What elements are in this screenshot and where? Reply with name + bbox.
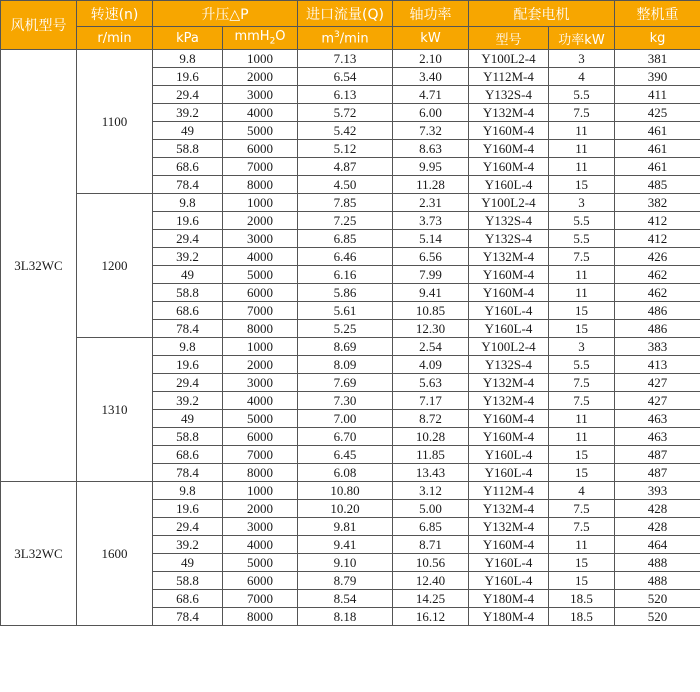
shaft-power-cell: 11.85 xyxy=(393,446,469,464)
pressure-mmh2o-cell: 8000 xyxy=(223,176,298,194)
motor-type-cell: Y160M-4 xyxy=(469,536,549,554)
pressure-mmh2o-cell: 7000 xyxy=(223,446,298,464)
shaft-power-cell: 16.12 xyxy=(393,608,469,626)
motor-type-cell: Y160M-4 xyxy=(469,428,549,446)
shaft-power-cell: 8.63 xyxy=(393,140,469,158)
pressure-kpa-cell: 49 xyxy=(153,554,223,572)
pressure-kpa-cell: 58.8 xyxy=(153,284,223,302)
flow-cell: 8.09 xyxy=(298,356,393,374)
flow-cell: 5.25 xyxy=(298,320,393,338)
header-model: 风机型号 xyxy=(1,1,77,50)
motor-type-cell: Y100L2-4 xyxy=(469,50,549,68)
table-row xyxy=(1,482,700,500)
unit-pressure-mmh2o: mmH$_2$O xyxy=(223,27,298,50)
motor-type-cell: Y160M-4 xyxy=(469,284,549,302)
speed-cell: 1200 xyxy=(77,194,153,338)
pressure-mmh2o-cell: 6000 xyxy=(223,284,298,302)
pressure-kpa-cell: 9.8 xyxy=(153,338,223,356)
weight-cell: 487 xyxy=(615,446,700,464)
pressure-kpa-cell: 58.8 xyxy=(153,572,223,590)
flow-cell: 5.42 xyxy=(298,122,393,140)
shaft-power-cell: 11.28 xyxy=(393,176,469,194)
unit-speed: r/min xyxy=(77,27,153,50)
motor-power-cell: 5.5 xyxy=(549,212,615,230)
motor-type-cell: Y160M-4 xyxy=(469,410,549,428)
pressure-kpa-cell: 39.2 xyxy=(153,392,223,410)
pressure-kpa-cell: 78.4 xyxy=(153,464,223,482)
motor-power-cell: 3 xyxy=(549,338,615,356)
weight-cell: 425 xyxy=(615,104,700,122)
pressure-kpa-cell: 19.6 xyxy=(153,68,223,86)
shaft-power-cell: 2.54 xyxy=(393,338,469,356)
motor-type-cell: Y160L-4 xyxy=(469,320,549,338)
pressure-mmh2o-cell: 3000 xyxy=(223,518,298,536)
pressure-mmh2o-cell: 2000 xyxy=(223,212,298,230)
pressure-mmh2o-cell: 2000 xyxy=(223,68,298,86)
weight-cell: 486 xyxy=(615,320,700,338)
pressure-kpa-cell: 19.6 xyxy=(153,500,223,518)
flow-cell: 4.50 xyxy=(298,176,393,194)
table-row xyxy=(1,50,700,68)
motor-type-cell: Y132S-4 xyxy=(469,356,549,374)
motor-power-cell: 11 xyxy=(549,158,615,176)
model-cell: 3L32WC xyxy=(1,482,77,626)
weight-cell: 462 xyxy=(615,284,700,302)
weight-cell: 427 xyxy=(615,374,700,392)
shaft-power-cell: 2.10 xyxy=(393,50,469,68)
pressure-kpa-cell: 68.6 xyxy=(153,302,223,320)
flow-cell: 7.85 xyxy=(298,194,393,212)
shaft-power-cell: 6.00 xyxy=(393,104,469,122)
shaft-power-cell: 10.56 xyxy=(393,554,469,572)
motor-type-cell: Y112M-4 xyxy=(469,482,549,500)
motor-type-cell: Y112M-4 xyxy=(469,68,549,86)
weight-cell: 382 xyxy=(615,194,700,212)
pressure-kpa-cell: 49 xyxy=(153,410,223,428)
weight-cell: 485 xyxy=(615,176,700,194)
shaft-power-cell: 6.56 xyxy=(393,248,469,266)
motor-type-cell: Y160L-4 xyxy=(469,554,549,572)
flow-cell: 6.85 xyxy=(298,230,393,248)
motor-type-cell: Y100L2-4 xyxy=(469,194,549,212)
table-row xyxy=(1,194,700,212)
weight-cell: 383 xyxy=(615,338,700,356)
pressure-kpa-cell: 58.8 xyxy=(153,428,223,446)
weight-cell: 393 xyxy=(615,482,700,500)
weight-cell: 427 xyxy=(615,392,700,410)
motor-power-cell: 11 xyxy=(549,122,615,140)
speed-cell: 1100 xyxy=(77,50,153,194)
weight-cell: 463 xyxy=(615,410,700,428)
weight-cell: 520 xyxy=(615,608,700,626)
flow-cell: 5.61 xyxy=(298,302,393,320)
flow-cell: 7.69 xyxy=(298,374,393,392)
shaft-power-cell: 7.17 xyxy=(393,392,469,410)
shaft-power-cell: 5.14 xyxy=(393,230,469,248)
pressure-kpa-cell: 49 xyxy=(153,266,223,284)
motor-type-cell: Y160L-4 xyxy=(469,302,549,320)
pressure-kpa-cell: 58.8 xyxy=(153,140,223,158)
motor-power-cell: 4 xyxy=(549,482,615,500)
motor-power-cell: 11 xyxy=(549,410,615,428)
shaft-power-cell: 2.31 xyxy=(393,194,469,212)
motor-type-cell: Y180M-4 xyxy=(469,608,549,626)
shaft-power-cell: 8.71 xyxy=(393,536,469,554)
flow-cell: 10.20 xyxy=(298,500,393,518)
pressure-mmh2o-cell: 3000 xyxy=(223,86,298,104)
flow-cell: 8.18 xyxy=(298,608,393,626)
shaft-power-cell: 14.25 xyxy=(393,590,469,608)
flow-cell: 8.79 xyxy=(298,572,393,590)
pressure-kpa-cell: 29.4 xyxy=(153,230,223,248)
pressure-mmh2o-cell: 4000 xyxy=(223,536,298,554)
weight-cell: 488 xyxy=(615,572,700,590)
motor-power-cell: 11 xyxy=(549,266,615,284)
motor-power-cell: 7.5 xyxy=(549,104,615,122)
unit-shaft-power: kW xyxy=(393,27,469,50)
pressure-mmh2o-cell: 3000 xyxy=(223,374,298,392)
shaft-power-cell: 3.73 xyxy=(393,212,469,230)
motor-power-cell: 15 xyxy=(549,554,615,572)
motor-power-cell: 15 xyxy=(549,446,615,464)
pressure-kpa-cell: 19.6 xyxy=(153,356,223,374)
weight-cell: 412 xyxy=(615,212,700,230)
weight-cell: 428 xyxy=(615,500,700,518)
shaft-power-cell: 4.71 xyxy=(393,86,469,104)
pressure-mmh2o-cell: 1000 xyxy=(223,50,298,68)
pressure-mmh2o-cell: 3000 xyxy=(223,230,298,248)
motor-type-cell: Y132M-4 xyxy=(469,518,549,536)
flow-cell: 6.16 xyxy=(298,266,393,284)
motor-type-cell: Y160M-4 xyxy=(469,158,549,176)
motor-type-cell: Y132M-4 xyxy=(469,374,549,392)
speed-cell: 1600 xyxy=(77,482,153,626)
header-shaft-power: 轴功率 xyxy=(393,1,469,27)
motor-power-cell: 15 xyxy=(549,320,615,338)
motor-power-cell: 5.5 xyxy=(549,230,615,248)
motor-type-cell: Y132M-4 xyxy=(469,392,549,410)
weight-cell: 426 xyxy=(615,248,700,266)
motor-power-cell: 15 xyxy=(549,302,615,320)
shaft-power-cell: 12.30 xyxy=(393,320,469,338)
pressure-mmh2o-cell: 7000 xyxy=(223,590,298,608)
pressure-mmh2o-cell: 1000 xyxy=(223,482,298,500)
pressure-mmh2o-cell: 7000 xyxy=(223,302,298,320)
motor-type-cell: Y100L2-4 xyxy=(469,338,549,356)
pressure-mmh2o-cell: 2000 xyxy=(223,356,298,374)
motor-type-cell: Y160M-4 xyxy=(469,122,549,140)
motor-power-cell: 11 xyxy=(549,536,615,554)
header-motor: 配套电机 xyxy=(469,1,615,27)
motor-power-cell: 7.5 xyxy=(549,518,615,536)
motor-power-cell: 18.5 xyxy=(549,608,615,626)
motor-type-cell: Y160M-4 xyxy=(469,266,549,284)
motor-type-cell: Y132S-4 xyxy=(469,230,549,248)
flow-cell: 7.00 xyxy=(298,410,393,428)
flow-cell: 4.87 xyxy=(298,158,393,176)
pressure-kpa-cell: 68.6 xyxy=(153,446,223,464)
motor-type-cell: Y160L-4 xyxy=(469,464,549,482)
motor-power-cell: 5.5 xyxy=(549,356,615,374)
flow-cell: 6.45 xyxy=(298,446,393,464)
shaft-power-cell: 9.95 xyxy=(393,158,469,176)
pressure-mmh2o-cell: 1000 xyxy=(223,338,298,356)
pressure-mmh2o-cell: 1000 xyxy=(223,194,298,212)
pressure-mmh2o-cell: 6000 xyxy=(223,428,298,446)
shaft-power-cell: 9.41 xyxy=(393,284,469,302)
pressure-kpa-cell: 39.2 xyxy=(153,536,223,554)
motor-power-cell: 7.5 xyxy=(549,500,615,518)
model-cell: 3L32WC xyxy=(1,50,77,482)
flow-cell: 5.86 xyxy=(298,284,393,302)
motor-type-cell: Y132S-4 xyxy=(469,212,549,230)
motor-power-cell: 4 xyxy=(549,68,615,86)
motor-type-cell: Y160L-4 xyxy=(469,572,549,590)
unit-flow: $m^3/\min$ xyxy=(298,27,393,50)
flow-cell: 5.72 xyxy=(298,104,393,122)
weight-cell: 461 xyxy=(615,140,700,158)
pressure-mmh2o-cell: 5000 xyxy=(223,266,298,284)
unit-weight: kg xyxy=(615,27,700,50)
shaft-power-cell: 8.72 xyxy=(393,410,469,428)
flow-cell: 9.10 xyxy=(298,554,393,572)
shaft-power-cell: 13.43 xyxy=(393,464,469,482)
weight-cell: 520 xyxy=(615,590,700,608)
motor-type-cell: Y160L-4 xyxy=(469,446,549,464)
motor-power-cell: 3 xyxy=(549,194,615,212)
weight-cell: 390 xyxy=(615,68,700,86)
weight-cell: 428 xyxy=(615,518,700,536)
motor-power-cell: 15 xyxy=(549,572,615,590)
pressure-kpa-cell: 78.4 xyxy=(153,176,223,194)
motor-power-cell: 7.5 xyxy=(549,374,615,392)
pressure-kpa-cell: 78.4 xyxy=(153,608,223,626)
weight-cell: 413 xyxy=(615,356,700,374)
flow-cell: 7.13 xyxy=(298,50,393,68)
motor-type-cell: Y160L-4 xyxy=(469,176,549,194)
pressure-kpa-cell: 68.6 xyxy=(153,158,223,176)
flow-cell: 6.70 xyxy=(298,428,393,446)
motor-power-cell: 5.5 xyxy=(549,86,615,104)
flow-cell: 5.12 xyxy=(298,140,393,158)
motor-power-cell: 7.5 xyxy=(549,392,615,410)
motor-power-cell: 7.5 xyxy=(549,248,615,266)
table-row xyxy=(1,338,700,356)
flow-cell: 7.30 xyxy=(298,392,393,410)
pressure-mmh2o-cell: 4000 xyxy=(223,392,298,410)
pressure-kpa-cell: 9.8 xyxy=(153,50,223,68)
pressure-mmh2o-cell: 6000 xyxy=(223,140,298,158)
motor-type-cell: Y132S-4 xyxy=(469,86,549,104)
shaft-power-cell: 10.28 xyxy=(393,428,469,446)
flow-cell: 6.46 xyxy=(298,248,393,266)
flow-cell: 9.41 xyxy=(298,536,393,554)
pressure-mmh2o-cell: 7000 xyxy=(223,158,298,176)
speed-cell: 1310 xyxy=(77,338,153,482)
weight-cell: 412 xyxy=(615,230,700,248)
pressure-kpa-cell: 29.4 xyxy=(153,374,223,392)
pressure-kpa-cell: 39.2 xyxy=(153,104,223,122)
header-motor-power: 功率kW xyxy=(549,27,615,50)
motor-power-cell: 11 xyxy=(549,284,615,302)
weight-cell: 411 xyxy=(615,86,700,104)
pressure-kpa-cell: 9.8 xyxy=(153,194,223,212)
pressure-mmh2o-cell: 4000 xyxy=(223,248,298,266)
weight-cell: 464 xyxy=(615,536,700,554)
shaft-power-cell: 3.12 xyxy=(393,482,469,500)
pressure-kpa-cell: 29.4 xyxy=(153,86,223,104)
pressure-kpa-cell: 49 xyxy=(153,122,223,140)
flow-cell: 6.13 xyxy=(298,86,393,104)
shaft-power-cell: 5.63 xyxy=(393,374,469,392)
pressure-mmh2o-cell: 8000 xyxy=(223,608,298,626)
header-speed: 转速(n) xyxy=(77,1,153,27)
pressure-kpa-cell: 9.8 xyxy=(153,482,223,500)
flow-cell: 9.81 xyxy=(298,518,393,536)
pressure-mmh2o-cell: 4000 xyxy=(223,104,298,122)
header-motor-type: 型号 xyxy=(469,27,549,50)
flow-cell: 8.54 xyxy=(298,590,393,608)
table-header xyxy=(1,1,700,50)
pressure-mmh2o-cell: 5000 xyxy=(223,554,298,572)
motor-power-cell: 18.5 xyxy=(549,590,615,608)
pressure-mmh2o-cell: 5000 xyxy=(223,410,298,428)
header-flow: 进口流量(Q) xyxy=(298,1,393,27)
pressure-kpa-cell: 68.6 xyxy=(153,590,223,608)
motor-type-cell: Y132M-4 xyxy=(469,248,549,266)
pressure-kpa-cell: 19.6 xyxy=(153,212,223,230)
motor-power-cell: 15 xyxy=(549,464,615,482)
motor-type-cell: Y160M-4 xyxy=(469,140,549,158)
pressure-mmh2o-cell: 2000 xyxy=(223,500,298,518)
weight-cell: 488 xyxy=(615,554,700,572)
pressure-mmh2o-cell: 8000 xyxy=(223,320,298,338)
shaft-power-cell: 6.85 xyxy=(393,518,469,536)
motor-power-cell: 3 xyxy=(549,50,615,68)
weight-cell: 381 xyxy=(615,50,700,68)
shaft-power-cell: 3.40 xyxy=(393,68,469,86)
shaft-power-cell: 4.09 xyxy=(393,356,469,374)
weight-cell: 487 xyxy=(615,464,700,482)
pressure-mmh2o-cell: 5000 xyxy=(223,122,298,140)
weight-cell: 486 xyxy=(615,302,700,320)
pressure-mmh2o-cell: 6000 xyxy=(223,572,298,590)
weight-cell: 463 xyxy=(615,428,700,446)
motor-power-cell: 11 xyxy=(549,428,615,446)
shaft-power-cell: 7.99 xyxy=(393,266,469,284)
flow-cell: 6.54 xyxy=(298,68,393,86)
motor-type-cell: Y132M-4 xyxy=(469,104,549,122)
motor-power-cell: 15 xyxy=(549,176,615,194)
header-pressure: 升压△P xyxy=(153,1,298,27)
table-body xyxy=(1,50,700,626)
shaft-power-cell: 12.40 xyxy=(393,572,469,590)
unit-pressure-kpa: kPa xyxy=(153,27,223,50)
pressure-kpa-cell: 39.2 xyxy=(153,248,223,266)
shaft-power-cell: 7.32 xyxy=(393,122,469,140)
flow-cell: 6.08 xyxy=(298,464,393,482)
flow-cell: 8.69 xyxy=(298,338,393,356)
flow-cell: 7.25 xyxy=(298,212,393,230)
motor-power-cell: 11 xyxy=(549,140,615,158)
weight-cell: 461 xyxy=(615,122,700,140)
shaft-power-cell: 10.85 xyxy=(393,302,469,320)
pressure-mmh2o-cell: 8000 xyxy=(223,464,298,482)
weight-cell: 461 xyxy=(615,158,700,176)
motor-type-cell: Y180M-4 xyxy=(469,590,549,608)
pressure-kpa-cell: 29.4 xyxy=(153,518,223,536)
motor-type-cell: Y132M-4 xyxy=(469,500,549,518)
shaft-power-cell: 5.00 xyxy=(393,500,469,518)
pressure-kpa-cell: 78.4 xyxy=(153,320,223,338)
flow-cell: 10.80 xyxy=(298,482,393,500)
weight-cell: 462 xyxy=(615,266,700,284)
header-weight: 整机重 xyxy=(615,1,700,27)
